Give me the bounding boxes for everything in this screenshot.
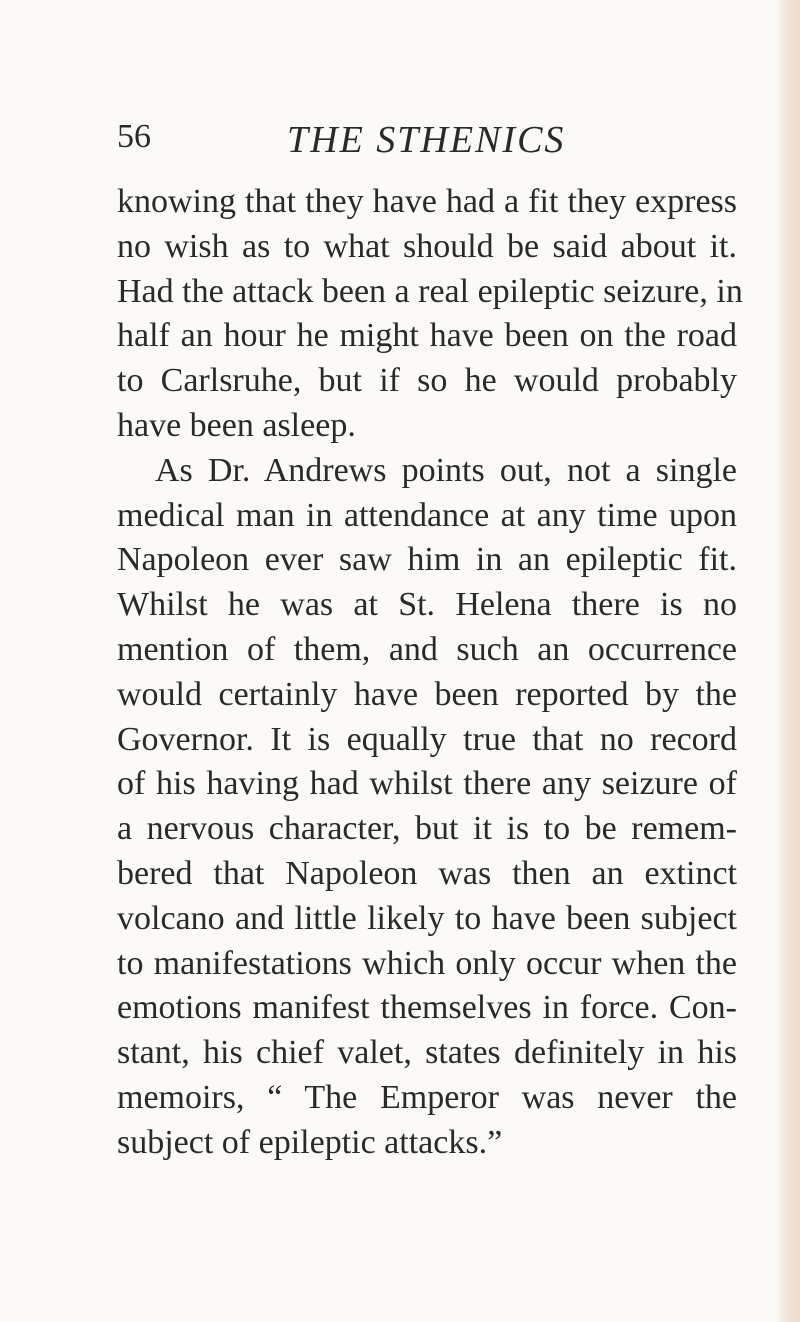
text-line: As Dr. Andrews points out, not a single <box>155 451 737 489</box>
text-line: bered that Napoleon was then an extinct <box>117 854 737 892</box>
text-line: medical man in attendance at any time upon <box>117 496 737 534</box>
text-line: stant, his chief valet, states definitely in his <box>117 1034 737 1072</box>
text-line: Whilst he was at St. Helena there is no <box>117 586 737 624</box>
text-line: of his having had whilst there any seizure of <box>117 765 737 803</box>
text-line: Napoleon ever saw him in an epileptic fit. <box>117 541 737 579</box>
text-line: Had the attack been a real epileptic seizure, in <box>117 272 743 310</box>
text-line: volcano and little likely to have been subject <box>117 899 737 937</box>
text-line: knowing that they have had a fit they express <box>117 183 737 220</box>
text-line: half an hour he might have been on the road <box>117 317 737 355</box>
text-line: to manifestations which only occur when the <box>117 944 737 982</box>
text-line: would certainly have been reported by the <box>117 675 737 713</box>
running-head: THE STHENICS <box>287 119 566 161</box>
text-line: Governor. It is equally true that no record <box>117 720 737 758</box>
text-line: a nervous character, but it is to be remem- <box>117 810 737 848</box>
text-line: emotions manifest themselves in force. Con- <box>117 989 737 1027</box>
text-line: to Carlsruhe, but if so he would probably <box>117 362 737 400</box>
text-line: memoirs, “ The Emperor was never the <box>117 1078 737 1116</box>
text-line: subject of epileptic attacks.” <box>117 1123 503 1161</box>
body-text <box>117 180 743 1166</box>
text-line: mention of them, and such an occurrence <box>117 630 737 668</box>
text-line: no wish as to what should be said about it. <box>117 227 737 265</box>
page-edge-shadow <box>774 0 800 1322</box>
text-line: have been asleep. <box>117 406 356 444</box>
page-number: 56 <box>117 118 151 155</box>
page-header <box>117 118 737 168</box>
